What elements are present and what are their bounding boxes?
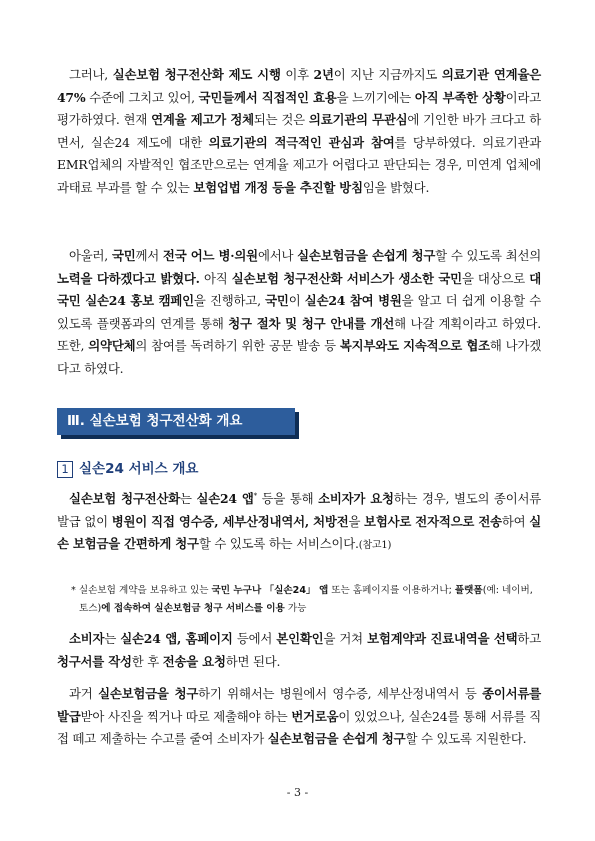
paragraph3-segment: *	[253, 491, 257, 500]
paragraph3-segment: 등을 통해	[256, 491, 319, 506]
paragraph3-segment: 보험사로 전자적으로 전송	[364, 513, 502, 529]
subsection-title-text: 실손24 서비스 개요	[79, 461, 199, 477]
paragraph2-segment: 실손보험금을 손쉽게 청구	[297, 248, 436, 263]
paragraph2-segment: 실손24 참여 병원	[304, 293, 402, 309]
paragraph2-segment: 에서나	[257, 248, 298, 263]
paragraph4-segment: 하고	[517, 631, 541, 646]
paragraph1-segment: 임을 밝혔다.	[362, 179, 430, 195]
paragraph2-segment: 께서	[135, 248, 163, 263]
paragraph5-segment: 하기 위해서는 병원에서 영수증, 세부산정내역서 등	[198, 686, 483, 701]
paragraph1-segment: 이 지난 지금까지도	[333, 67, 442, 82]
paragraph2-segment: 을 대상으로	[461, 270, 530, 286]
paragraph1-segment: 의료기관 연계율은 47%	[57, 67, 541, 105]
paragraph4-segment: 소비자	[69, 631, 105, 646]
paragraph5-segment: 실손보험금을 청구	[98, 686, 199, 701]
paragraph4-segment: 등에서	[232, 631, 277, 646]
paragraph2-segment: 의약단체	[88, 338, 136, 354]
paragraph2-segment: 국민	[111, 248, 136, 263]
paragraph4-segment: 본인확인	[276, 631, 324, 646]
paragraph2-segment: 노력을 다하겠다고 밝혔다.	[57, 270, 200, 286]
paragraph2-segment: 이	[288, 293, 305, 309]
paragraph5-segment: 과거	[69, 686, 99, 701]
footnote-segment: 에 접속하여 실손보험금 청구 서비스를 이용	[101, 603, 285, 614]
footnote-segment: (예: 네이버, 토스)	[79, 585, 533, 614]
paragraph1-segment: 이라고 평가하였다. 현재	[57, 89, 541, 128]
paragraph4-segment: 실손24 앱, 홈페이지	[120, 631, 233, 646]
paragraph2-segment: 대국민 실손24 홍보 캠페인	[57, 270, 541, 309]
paragraph3-segment: 을	[348, 513, 365, 529]
footnote-segment: 또는 홈페이지를 이용하거나;	[328, 585, 455, 596]
page-number: - 3 -	[286, 786, 309, 799]
paragraph5-segment: 실손보험금을 손쉽게 청구	[267, 731, 406, 747]
paragraph3-segment: 는	[179, 491, 197, 506]
paragraph1-segment: 을 느끼기에는	[336, 89, 415, 105]
paragraph3-segment: 실손24 앱	[196, 491, 254, 506]
paragraph1-segment: 연계율 제고가 정체	[151, 112, 254, 128]
footnote-segment: 플랫폼	[454, 585, 483, 596]
paragraph5-segment: 종이서류를 발급	[57, 686, 541, 724]
section-header-label: Ⅲ. 실손보험 청구전산화 개요	[67, 413, 243, 429]
paragraph2-segment: 국민	[265, 293, 289, 309]
paragraph3-segment: 실손보험 청구전산화	[69, 491, 180, 506]
paragraph3-segment: 할 수 있도록 하는 서비스이다.	[198, 536, 359, 552]
paragraph3-segment: 하는 경우, 별도의 종이서류 발급 없이	[57, 491, 542, 529]
paragraph3-segment: (참고1)	[358, 540, 392, 552]
paragraph2-segment: 아울러,	[69, 248, 112, 263]
paragraph2-segment: 을 알고 더 쉽게 이용할 수 있도록 플랫폼과의 연계를 통해	[57, 293, 542, 331]
paragraph4-segment: 청구서를 작성	[57, 653, 132, 669]
paragraph2-segment: 복지부와도 지속적으로 협조	[339, 338, 490, 354]
paragraph-service-description	[57, 488, 541, 558]
paragraph5-segment: 이 있었으나, 실손24를 통해 서류를 직접 떼고 제출하는 수고를 줄여 소비자가	[57, 708, 541, 747]
paragraph2-segment: 할 수 있도록 최선의	[435, 248, 541, 263]
paragraph1-segment: 실손보험 청구전산화 제도 시행	[112, 67, 281, 82]
paragraph1-segment: 아직 부족한 상황	[414, 89, 506, 105]
paragraph1-segment: 를 당부하였다. 의료기관과 EMR업체의 자발적인 협조만으로는 연계율 제고가 어렵다고 판단되는 경우, 미연계 업체에 과태료 부과를 할 수 있는	[57, 134, 542, 195]
paragraph-benefit	[57, 683, 541, 751]
paragraph5-segment: 할 수 있도록 지원한다.	[405, 731, 527, 747]
paragraph1-segment: 의료기관의 적극적인 관심과 참여	[208, 134, 395, 150]
paragraph3-segment: 하여	[501, 513, 530, 529]
paragraph3-segment: 실손 보험금을 간편하게 청구	[57, 513, 541, 552]
paragraph-usage-process	[57, 628, 541, 673]
subsection-number-box: 1	[57, 461, 73, 478]
paragraph2-segment: 해 나가겠다고 하였다.	[57, 338, 541, 376]
paragraph3-segment: 소비자가 요청	[318, 491, 394, 506]
paragraph1-segment: 국민들께서 직접적인 효용	[198, 89, 337, 105]
paragraph2-segment: 해 나갈 계획이라고 하였다. 또한,	[57, 315, 541, 354]
paragraph1-segment: 2년	[313, 67, 334, 82]
paragraph1-segment: 그러나,	[69, 67, 113, 82]
footnote	[71, 582, 541, 618]
paragraph4-segment: 하면 된다.	[225, 653, 281, 669]
paragraph5-segment: 받아 사진을 찍거나 따로 제출해야 하는	[80, 708, 292, 724]
paragraph1-segment: 이후	[280, 67, 314, 82]
section-header	[57, 408, 299, 437]
paragraph2-segment: 의 참여를 독려하기 위한 공문 발송 등	[135, 338, 340, 354]
paragraph2-segment: 전국 어느 병·의원	[162, 248, 258, 263]
paragraph1-segment: 수준에 그치고 있어,	[85, 89, 199, 105]
paragraph4-segment: 을 거쳐	[323, 631, 368, 646]
paragraph1-segment: 보험업법 개정 등을 추진할 방침	[193, 179, 363, 195]
paragraph1-segment: 되는 것은	[253, 112, 309, 128]
paragraph2-segment: 청구 절차 및 청구 안내를 개선	[228, 315, 395, 331]
paragraph-evaluation	[57, 64, 541, 200]
subsection-title	[57, 457, 198, 477]
paragraph4-segment: 는	[104, 631, 121, 646]
footnote-segment: 가능	[284, 603, 307, 614]
paragraph1-segment: 의료기관의 무관심	[308, 112, 408, 128]
paragraph3-segment: 병원이 직접 영수증, 세부산정내역서, 처방전	[111, 513, 349, 529]
paragraph4-segment: 전송을 요청	[162, 653, 226, 669]
paragraph4-segment: 보험계약과 진료내역을 선택	[367, 631, 518, 646]
paragraph1-segment: 에 기인한 바가 크다고 하면서, 실손24 제도에 대한	[57, 112, 541, 150]
paragraph-future-plans	[57, 245, 541, 381]
paragraph2-segment: 실손보험 청구전산화 서비스가 생소한 국민	[231, 270, 462, 286]
paragraph4-segment: 한 후	[131, 653, 163, 669]
paragraph2-segment: 을 진행하고,	[193, 293, 266, 309]
footnote-segment: 국민 누구나 「실손24」 앱	[211, 585, 329, 596]
paragraph2-segment: 아직	[199, 270, 232, 286]
footnote-segment: * 실손보험 계약을 보유하고 있는	[71, 585, 212, 596]
paragraph5-segment: 번거로움	[291, 708, 339, 724]
